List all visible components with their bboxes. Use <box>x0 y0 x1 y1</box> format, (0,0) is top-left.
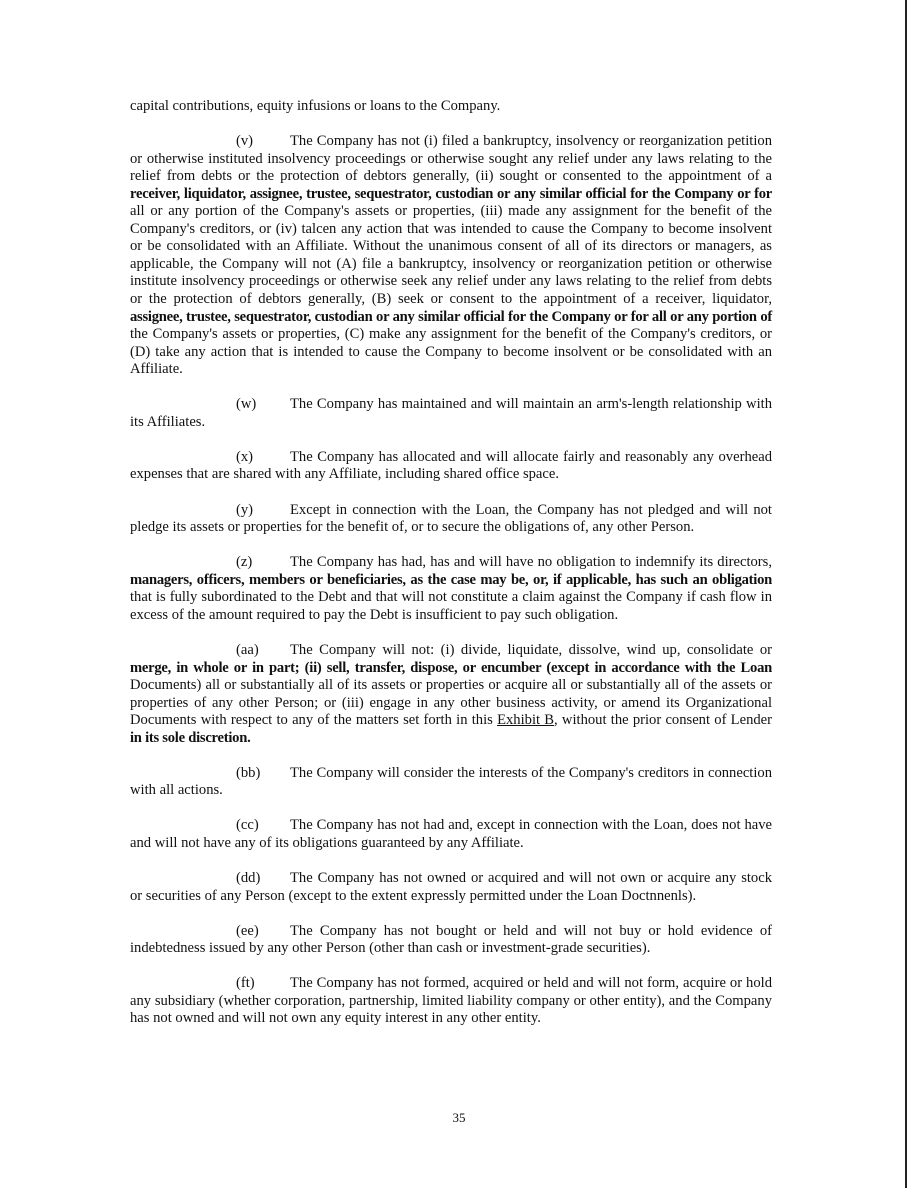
paragraph-line: Documents with respect to any of the matters set forth in this Exhibit B, without the prior consent of Lender <box>130 712 773 729</box>
paragraph-line: (dd) The Company has not owned or acquired and will not own or acquire any stock <box>236 870 772 887</box>
paragraph-line: (ft) The Company has not formed, acquired or held and will not form, acquire or hold <box>236 975 772 992</box>
paragraph-line: pledge its assets or properties for the benefit of, or to secure the obligations of, any other Person. <box>130 519 695 536</box>
paragraph-line: receiver, liquidator, assignee, trustee, sequestrator, custodian or any similar official for the Company or for <box>130 185 772 202</box>
paragraph-line: or securities of any Person (except to the extent expressly permitted under the Loan Doctnnenls). <box>130 887 697 904</box>
paragraph-line: Documents) all or substantially all of its assets or properties or acquire all or substantially all of the assets or <box>130 677 772 694</box>
paragraph <box>130 502 772 537</box>
clause-label: (ee) <box>236 922 259 939</box>
paragraph <box>130 554 772 624</box>
paragraph-line: has not owned and will not own any equity interest in any other entity. <box>130 1010 541 1027</box>
paragraph <box>130 765 772 800</box>
paragraph-line: all or any portion of the Company's assets or properties, (iii) made any assignment for the benefit of the <box>130 203 772 220</box>
paragraph-line: (bb) The Company will consider the interests of the Company's creditors in connection <box>236 764 772 781</box>
paragraph-line: (D) take any action that is intended to cause the Company to become insolvent or be consolidated with an <box>130 343 772 360</box>
paragraph-line: (x) The Company has allocated and will allocate fairly and reasonably any overhead <box>236 448 772 465</box>
paragraph <box>130 396 772 431</box>
paragraph-line: Affiliate. <box>130 361 183 378</box>
clause-label: (dd) <box>236 870 261 887</box>
paragraph-line: or the protection of debtors generally, (B) seek or consent to the appointment of a receiver, liquidator, <box>130 291 772 308</box>
paragraph-line: or be consolidated with an Affiliate. Without the unanimous consent of all of its directors or managers, as <box>130 238 772 255</box>
clause-label: (y) <box>236 501 254 518</box>
paragraph-line: (cc) The Company has not had and, except in connection with the Loan, does not have <box>236 817 772 834</box>
clause-label: (v) <box>236 133 254 150</box>
paragraph-line: (z) The Company has had, has and will have no obligation to indemnify its directors, <box>236 554 772 571</box>
paragraph-line: expenses that are shared with any Affiliate, including shared office space. <box>130 466 560 483</box>
clause-label: (w) <box>236 396 257 413</box>
paragraph <box>130 975 772 1028</box>
paragraph-line: and will not have any of its obligations guaranteed by any Affiliate. <box>130 834 524 851</box>
paragraph-line: (v) The Company has not (i) filed a bankruptcy, insolvency or reorganization petition <box>236 133 772 150</box>
paragraph-line: properties of any other Person; or (iii) engage in any other business activity, or amend its Organizational <box>130 694 772 711</box>
paragraph-line: (ee) The Company has not bought or held and will not buy or hold evidence of <box>236 922 772 939</box>
paragraph-line: that is fully subordinated to the Debt and that will not constitute a claim against the Company if cash flow in <box>130 589 772 606</box>
paragraph <box>130 923 772 958</box>
paragraph-line: its Affiliates. <box>130 413 206 430</box>
document-page-body <box>130 98 772 1046</box>
paragraph-line: (aa) The Company will not: (i) divide, liquidate, dissolve, wind up, consolidate or <box>236 641 772 658</box>
clause-label: (z) <box>236 554 253 571</box>
paragraph-line: merge, in whole or in part; (ii) sell, transfer, dispose, or encumber (except in accordance with the Loan <box>130 659 772 676</box>
paragraph-line: the Company's assets or properties, (C) make any assignment for the benefit of the Company's creditors, or <box>130 326 772 343</box>
paragraph <box>130 449 772 484</box>
paragraph-line: applicable, the Company will not (A) file a bankruptcy, insolvency or reorganization petition or otherwise <box>130 255 772 272</box>
page-edge-divider <box>905 0 907 1188</box>
page-number: 35 <box>452 1110 466 1125</box>
paragraph-line: or otherwise instituted insolvency proceedings or otherwise sought any relief under any laws relating to the <box>130 150 772 167</box>
paragraph <box>130 133 772 379</box>
paragraph-line: any subsidiary (whether corporation, partnership, limited liability company or other entity), and the Company <box>130 992 772 1009</box>
clause-label: (bb) <box>236 764 261 781</box>
paragraph-line: excess of the amount required to pay the Debt is insufficient to pay such obligation. <box>130 606 619 623</box>
paragraph-line: relief from debts or the protection of debtors generally, (ii) sought or consented to the appointment of a <box>130 168 772 185</box>
paragraph <box>130 870 772 905</box>
paragraph-line: capital contributions, equity infusions or loans to the Company. <box>130 98 501 114</box>
exhibit-reference: Exhibit B <box>497 712 555 729</box>
paragraph-line: assignee, trustee, sequestrator, custodian or any similar official for the Company or for all or any portion of <box>130 308 772 325</box>
clause-label: (ft) <box>236 975 255 992</box>
paragraph <box>130 642 772 747</box>
paragraph-line: (y) Except in connection with the Loan, the Company has not pledged and will not <box>236 501 772 518</box>
paragraph <box>130 817 772 852</box>
clause-label: (cc) <box>236 817 259 834</box>
paragraph <box>130 98 772 116</box>
paragraph-line: Company's creditors, or (iv) talcen any action that was intended to cause the Company to become insolvent <box>130 220 772 237</box>
clause-label: (x) <box>236 448 254 465</box>
paragraph-line: with all actions. <box>130 782 223 799</box>
paragraph-line: institute insolvency proceedings or otherwise seek any relief under any laws relating to the relief from debts <box>130 273 772 290</box>
paragraph-line: in its sole discretion. <box>130 729 251 746</box>
paragraph-line: managers, officers, members or beneficiaries, as the case may be, or, if applicable, has such an obligation <box>130 571 772 588</box>
paragraph-line: (w) The Company has maintained and will maintain an arm's-length relationship with <box>236 396 772 413</box>
paragraph-line: indebtedness issued by any other Person (other than cash or investment-grade securities). <box>130 940 651 957</box>
clause-label: (aa) <box>236 641 259 658</box>
